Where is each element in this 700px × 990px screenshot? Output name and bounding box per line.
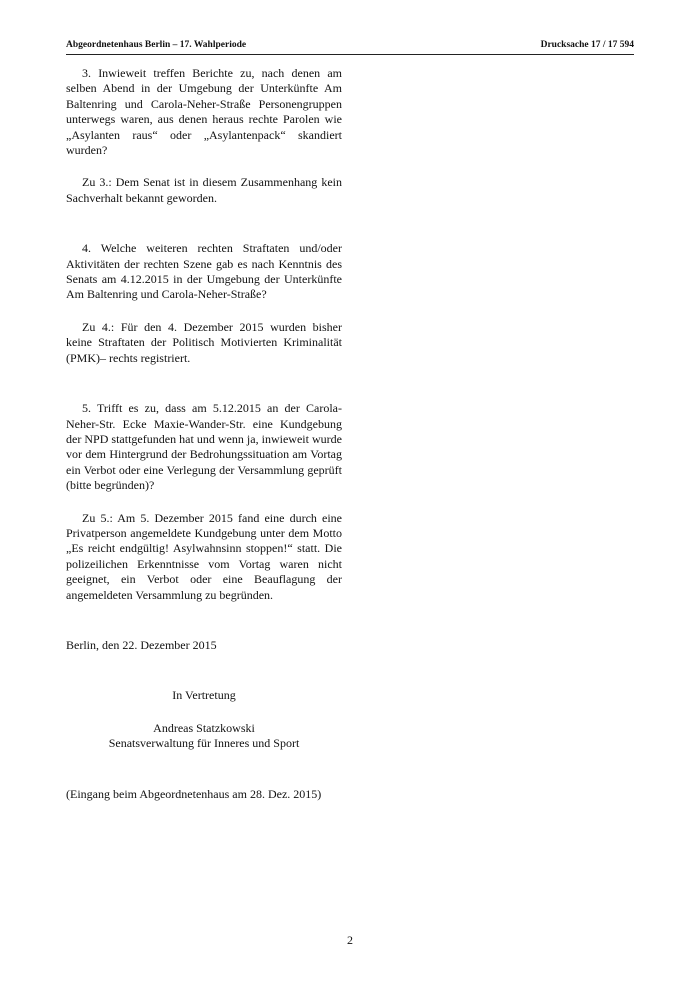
answer-3: Zu 3.: Dem Senat ist in diesem Zusammenhang kein Sachverhalt bekannt geworden. (66, 175, 342, 205)
place-date: Berlin, den 22. Dezember 2015 (66, 637, 217, 652)
page-header (66, 38, 634, 55)
header-document-number: Drucksache 17 / 17 594 (540, 40, 634, 50)
header-parliament-label: Abgeordnetenhaus Berlin – 17. Wahlperiode (66, 40, 247, 50)
receipt-note: (Eingang beim Abgeordnetenhaus am 28. Dez. 2015) (66, 786, 322, 801)
representation-note: In Vertretung (172, 688, 236, 703)
text-column (66, 66, 342, 802)
signatory-office: Senatsverwaltung für Inneres und Sport (108, 736, 300, 751)
signatory-name: Andreas Statzkowski (153, 720, 255, 735)
page-number: 2 (347, 933, 353, 947)
question-3: 3. Inwieweit treffen Berichte zu, nach denen am selben Abend in der Umgebung der Unterkünfte Am Baltenring und Carola-Neher-Straße Personengruppen unterwegs waren, aus denen heraus rechte Parolen wie „Asylanten raus“ oder „Asylantenpack“ skandiert wurden? (66, 66, 342, 158)
question-4: 4. Welche weiteren rechten Straftaten und/oder Aktivitäten der rechten Szene gab es nach Kenntnis des Senats am 4.12.2015 in der Umgebung der Unterkünfte Am Baltenring und Carola-Neher-Straße? (66, 241, 342, 302)
question-5: 5. Trifft es zu, dass am 5.12.2015 an der Carola-Neher-Str. Ecke Maxie-Wander-Str. eine Kundgebung der NPD stattgefunden hat und wenn ja, inwieweit wurde vor dem Hintergrund der Bedrohungssituation am Vortag ein Verbot oder eine Verlegung der Versammlung geprüft (bitte begründen)? (66, 401, 342, 493)
answer-5: Zu 5.: Am 5. Dezember 2015 fand eine durch eine Privatperson angemeldete Kundgebung unter dem Motto „Es reicht endgültig! Asylwahnsinn stoppen!“ statt. Die polizeilichen Erkenntnisse vom Vortag waren nicht geeignet, ein Verbot oder eine Beauflagung der angemeldeten Versammlung zu begründen. (66, 510, 342, 602)
answer-4: Zu 4.: Für den 4. Dezember 2015 wurden bisher keine Straftaten der Politisch Motivierten Kriminalität (PMK)– rechts registriert. (66, 319, 342, 365)
